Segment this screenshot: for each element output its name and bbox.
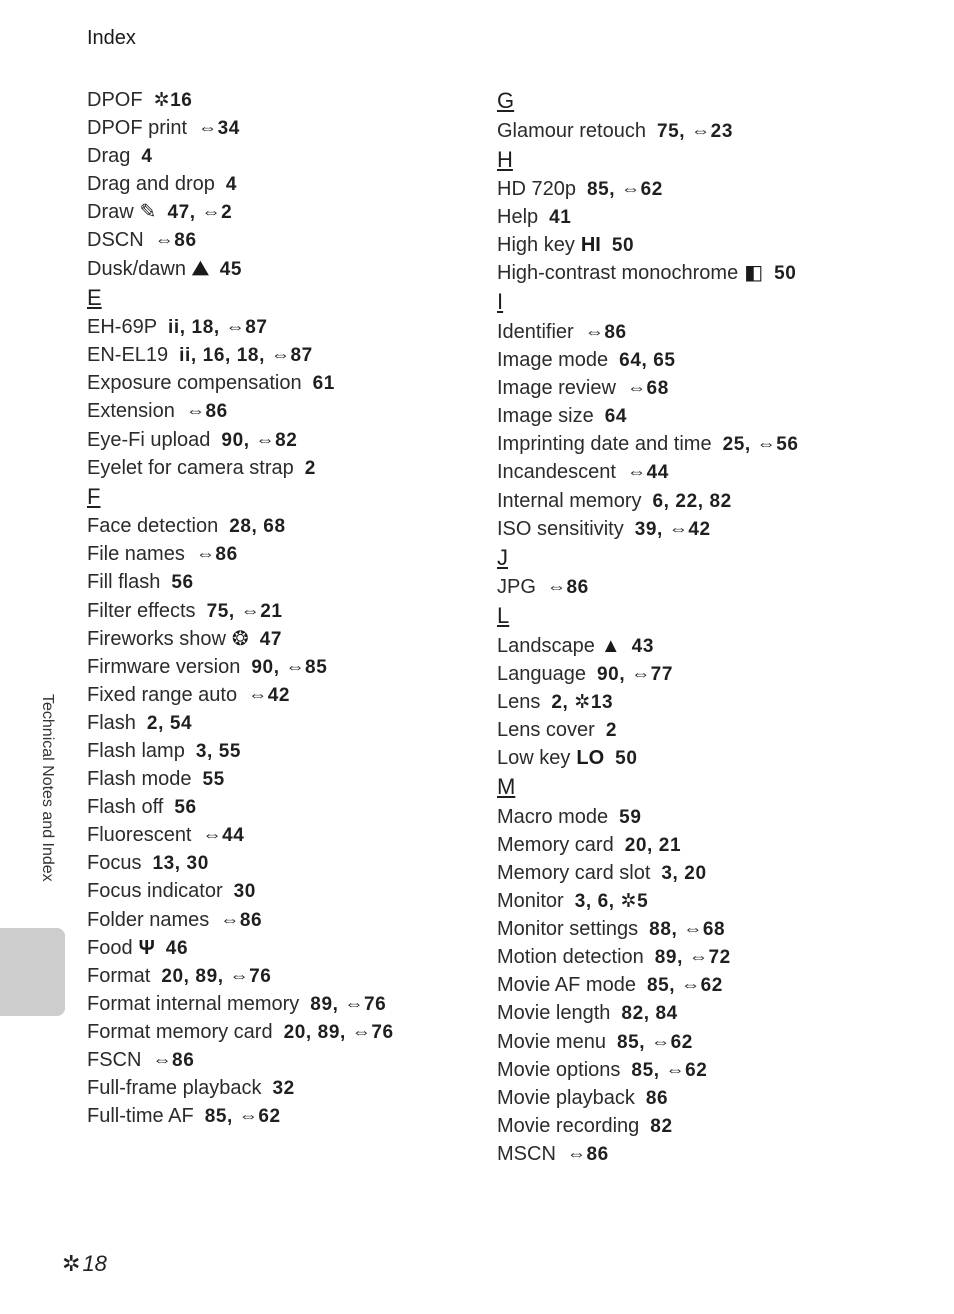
index-letter-heading: F — [87, 483, 101, 509]
index-entry[interactable] — [497, 831, 917, 859]
index-page-refs[interactable]: 85, ⇔62 — [616, 1031, 693, 1053]
index-page-refs[interactable]: ii, 16, 18, ⇔87 — [179, 345, 313, 367]
index-term: Format memory card — [87, 1020, 273, 1043]
index-term: Format — [87, 964, 151, 987]
index-entry[interactable] — [497, 231, 917, 259]
index-page-refs[interactable]: 2 — [304, 457, 316, 479]
index-page-refs[interactable]: 28, 68 — [229, 516, 286, 538]
index-page-refs[interactable]: ii, 18, ⇔87 — [168, 317, 268, 339]
index-entry[interactable] — [87, 962, 477, 990]
index-entry[interactable] — [497, 915, 917, 943]
index-term: Lens — [497, 691, 541, 713]
index-page-refs[interactable]: 13, 30 — [152, 853, 209, 875]
index-entry[interactable] — [497, 402, 917, 430]
index-page-refs[interactable]: 90, ⇔85 — [251, 656, 328, 678]
page-number-value: 18 — [82, 1251, 107, 1276]
index-entry[interactable] — [497, 1112, 917, 1140]
index-page-refs[interactable]: 56 — [171, 572, 194, 594]
index-term: Extension — [87, 400, 175, 423]
index-entry[interactable] — [87, 313, 477, 341]
index-term: Landscape — [497, 634, 595, 657]
index-term: Incandescent — [497, 461, 616, 484]
scene-mode-icon: Ψ — [138, 936, 155, 959]
index-term: Low key — [497, 747, 571, 770]
scene-mode-icon: ◧ — [744, 262, 764, 285]
scene-mode-icon: ✎ — [139, 201, 157, 224]
index-term: HD 720p — [497, 178, 576, 201]
index-term: Language — [497, 662, 586, 685]
index-page-refs[interactable]: 39, ⇔42 — [634, 518, 711, 540]
index-page-refs[interactable]: 32 — [272, 1078, 295, 1100]
index-entry[interactable] — [87, 1102, 477, 1130]
index-page-refs[interactable]: 20, 89, ⇔76 — [283, 1021, 394, 1043]
index-letter-heading: I — [497, 289, 504, 315]
index-entry[interactable] — [87, 1046, 477, 1074]
index-page-refs[interactable]: 20, 21 — [624, 834, 682, 856]
index-letter-heading: J — [497, 544, 508, 570]
index-page-refs[interactable]: 25, ⇔56 — [722, 434, 799, 456]
index-page-refs[interactable]: 2, 54 — [146, 712, 193, 734]
index-entry[interactable] — [497, 515, 917, 543]
index-page-refs[interactable]: 90, ⇔77 — [596, 663, 674, 685]
index-letter-heading: M — [497, 774, 516, 800]
index-page-refs[interactable]: 85, ⇔62 — [586, 179, 663, 201]
index-term: DPOF — [87, 89, 143, 111]
scene-mode-icon: LO — [576, 747, 605, 770]
index-term: Movie AF mode — [497, 974, 636, 997]
index-entry[interactable] — [497, 318, 917, 346]
index-entry[interactable] — [87, 114, 477, 142]
index-term: Flash lamp — [87, 739, 185, 762]
index-term: Lens cover — [497, 719, 595, 742]
index-page-refs[interactable]: ⇔34 — [198, 118, 240, 140]
index-entry[interactable] — [497, 1028, 917, 1056]
index-entry[interactable] — [87, 737, 477, 765]
index-page-refs[interactable]: ⇔68 — [626, 378, 669, 400]
index-page-refs[interactable]: 50 — [774, 263, 797, 285]
index-page-refs[interactable]: 46 — [165, 937, 189, 959]
index-term: JPG — [497, 576, 536, 599]
index-letter-heading: L — [497, 603, 510, 629]
index-entry[interactable] — [497, 259, 917, 287]
index-entry[interactable] — [87, 142, 477, 170]
index-entry[interactable] — [87, 512, 477, 540]
index-page-refs[interactable]: 20, 89, ⇔76 — [161, 965, 272, 987]
index-page-refs[interactable]: 85, ⇔62 — [631, 1059, 708, 1081]
index-entry[interactable] — [87, 934, 477, 962]
index-page-refs[interactable]: 55 — [202, 769, 225, 791]
index-term: Memory card — [497, 833, 614, 856]
index-term: Monitor settings — [497, 918, 639, 941]
index-term: Fixed range auto — [87, 683, 238, 706]
index-term: Focus indicator — [87, 880, 223, 903]
index-entry[interactable] — [497, 487, 917, 515]
index-page-refs[interactable]: ⇔86 — [584, 321, 627, 343]
index-page-refs[interactable]: 75, ⇔21 — [206, 600, 283, 622]
index-page-refs[interactable]: 43 — [631, 635, 655, 657]
index-entry[interactable] — [87, 877, 477, 905]
index-term: Fill flash — [87, 571, 161, 594]
index-term: FSCN — [87, 1049, 142, 1071]
index-entry[interactable] — [87, 255, 477, 283]
index-entry[interactable] — [87, 990, 477, 1018]
index-page-refs[interactable]: ⇔86 — [185, 401, 228, 423]
index-page-refs[interactable]: 47, ⇔2 — [167, 202, 233, 224]
index-page-refs[interactable]: 85, ⇔62 — [646, 975, 723, 997]
index-page-refs[interactable]: ⇔86 — [154, 230, 197, 252]
index-page-refs[interactable]: 50 — [611, 235, 635, 257]
index-term: Glamour retouch — [497, 119, 646, 142]
index-entry[interactable] — [497, 573, 917, 601]
index-entry[interactable] — [497, 632, 917, 660]
index-term: Internal memory — [497, 489, 642, 512]
index-entry[interactable] — [87, 397, 477, 425]
index-page-refs[interactable]: 64, 65 — [619, 350, 676, 372]
index-term: Image review — [497, 377, 616, 400]
section-thumb-tab[interactable] — [0, 928, 65, 1016]
index-term: Motion detection — [497, 946, 644, 969]
index-entry[interactable] — [497, 803, 917, 831]
index-page-refs[interactable]: 3, 55 — [195, 740, 242, 762]
index-term: Face detection — [87, 515, 219, 538]
index-term: Movie menu — [497, 1030, 606, 1053]
index-term: Movie options — [497, 1058, 621, 1081]
index-entry[interactable] — [87, 86, 477, 114]
page-number — [62, 1251, 107, 1277]
index-term: Flash mode — [87, 768, 192, 791]
index-entry[interactable] — [497, 859, 917, 887]
index-page-refs[interactable]: 3, 20 — [661, 862, 707, 884]
index-entry[interactable] — [87, 568, 477, 596]
index-entry[interactable] — [87, 540, 477, 568]
index-term: Full-time AF — [87, 1105, 194, 1128]
scene-mode-icon: ▲ — [600, 634, 621, 657]
index-entry[interactable] — [87, 341, 477, 369]
index-page-refs[interactable]: 86 — [645, 1087, 669, 1109]
index-page-refs[interactable]: 2 — [605, 720, 618, 742]
scene-mode-icon: ❂ — [231, 627, 249, 650]
index-term: Movie recording — [497, 1114, 640, 1137]
index-entry[interactable] — [87, 765, 477, 793]
index-term: Eye-Fi upload — [87, 428, 211, 451]
index-page-refs[interactable]: 2, ✲13 — [551, 692, 614, 713]
index-entry[interactable] — [87, 1074, 477, 1102]
index-page-refs[interactable]: ⇔44 — [626, 462, 669, 484]
index-entry[interactable] — [87, 625, 477, 653]
index-page-refs[interactable]: 82, 84 — [621, 1003, 678, 1025]
index-entry[interactable] — [87, 597, 477, 625]
index-page-refs[interactable]: 3, 6, ✲5 — [574, 891, 649, 913]
index-page-refs[interactable]: 4 — [141, 146, 153, 168]
index-term: Movie playback — [497, 1086, 635, 1109]
index-entry[interactable] — [87, 681, 477, 709]
index-letter-heading: E — [87, 284, 102, 310]
index-page-refs[interactable]: ⇔86 — [220, 909, 263, 931]
index-term: Monitor — [497, 890, 564, 913]
index-entry[interactable] — [87, 426, 477, 454]
index-entry[interactable] — [87, 906, 477, 934]
index-entry[interactable] — [87, 653, 477, 681]
index-entry[interactable] — [87, 1018, 477, 1046]
index-page-refs[interactable]: ⇔86 — [566, 1143, 609, 1165]
index-entry[interactable] — [497, 117, 917, 145]
index-letter-heading: H — [497, 146, 513, 172]
index-page-refs[interactable]: 88, ⇔68 — [649, 919, 726, 941]
running-header: Index — [87, 27, 136, 49]
index-entry[interactable] — [87, 226, 477, 254]
index-term: Memory card slot — [497, 861, 651, 884]
index-page-refs[interactable]: 90, ⇔82 — [221, 429, 298, 451]
index-term: Draw — [87, 201, 134, 224]
index-entry[interactable] — [497, 374, 917, 402]
index-term: Drag — [87, 145, 131, 168]
index-term: Fluorescent — [87, 824, 192, 847]
index-entry[interactable] — [497, 688, 917, 716]
index-page-refs[interactable]: 89, ⇔76 — [310, 993, 387, 1015]
index-page-refs[interactable]: ⇔86 — [195, 544, 238, 566]
index-term: DPOF print — [87, 117, 188, 140]
index-letter-heading: G — [497, 88, 515, 113]
index-entry[interactable] — [497, 430, 917, 458]
index-entry[interactable] — [87, 454, 477, 482]
index-term: MSCN — [497, 1142, 556, 1165]
index-entry[interactable] — [87, 849, 477, 877]
index-term: Eyelet for camera strap — [87, 456, 294, 479]
index-term: Flash — [87, 711, 136, 734]
index-page-refs[interactable]: 47 — [259, 628, 283, 650]
index-term: Fireworks show — [87, 627, 226, 650]
index-term: Help — [497, 206, 539, 229]
index-term: High-contrast monochrome — [497, 262, 739, 285]
index-entry[interactable] — [87, 170, 477, 198]
index-page-refs[interactable]: 85, ⇔62 — [204, 1106, 281, 1128]
index-page-refs[interactable]: ✲16 — [153, 90, 193, 111]
index-entry[interactable] — [497, 346, 917, 374]
index-term: File names — [87, 543, 185, 566]
index-entry[interactable] — [497, 943, 917, 971]
index-page-refs[interactable]: 50 — [615, 748, 638, 770]
index-page-refs[interactable]: ⇔86 — [546, 577, 589, 599]
index-term: EH-69P — [87, 316, 158, 339]
index-entry[interactable] — [497, 1140, 917, 1168]
index-term: Full-frame playback — [87, 1077, 262, 1100]
index-page-refs[interactable]: 61 — [312, 373, 335, 395]
index-term: EN-EL19 — [87, 344, 169, 367]
index-term: Imprinting date and time — [497, 433, 712, 456]
index-term: Focus — [87, 852, 142, 875]
index-entry[interactable] — [497, 716, 917, 744]
index-entry[interactable] — [87, 709, 477, 737]
index-term: Dusk/dawn — [87, 257, 186, 280]
index-entry[interactable] — [497, 203, 917, 231]
index-page-refs[interactable]: 41 — [549, 207, 572, 229]
index-column-left — [87, 86, 477, 1130]
index-entry[interactable] — [497, 660, 917, 688]
index-term: Food — [87, 936, 133, 959]
index-term: Firmware version — [87, 655, 241, 678]
index-term: Image mode — [497, 349, 609, 372]
index-entry[interactable] — [87, 793, 477, 821]
index-page-refs[interactable]: 6, 22, 82 — [652, 490, 732, 512]
index-entry[interactable] — [497, 999, 917, 1027]
index-term: Folder names — [87, 908, 210, 931]
index-page-refs[interactable]: 4 — [225, 174, 238, 196]
index-page-refs[interactable]: 82 — [650, 1115, 673, 1137]
index-entry[interactable] — [87, 369, 477, 397]
index-term: Movie length — [497, 1002, 611, 1025]
index-term: DSCN — [87, 229, 144, 252]
index-term: High key — [497, 234, 575, 257]
scene-mode-icon: HI — [580, 234, 601, 257]
index-term: Macro mode — [497, 805, 609, 828]
index-entry[interactable] — [497, 887, 917, 915]
index-page-refs[interactable]: ⇔44 — [202, 825, 245, 847]
index-entry[interactable] — [497, 744, 917, 772]
index-entry[interactable] — [497, 1056, 917, 1084]
index-column-right — [497, 86, 917, 1168]
index-entry[interactable] — [497, 1084, 917, 1112]
index-term: Identifier — [497, 320, 574, 343]
index-page-refs[interactable]: 56 — [174, 797, 197, 819]
index-page-refs[interactable]: 45 — [219, 258, 243, 280]
index-page-refs[interactable]: ⇔86 — [152, 1050, 195, 1071]
index-term: Image size — [497, 405, 594, 428]
index-term: Format internal memory — [87, 992, 300, 1015]
index-page-refs[interactable]: 30 — [233, 881, 256, 903]
index-page-refs[interactable]: 75, ⇔23 — [656, 120, 733, 142]
index-entry[interactable] — [87, 821, 477, 849]
index-term: Exposure compensation — [87, 372, 302, 395]
section-side-label: Technical Notes and Index — [39, 694, 56, 882]
index-entry[interactable] — [497, 458, 917, 486]
index-page-refs[interactable]: 59 — [619, 806, 642, 828]
index-page-refs[interactable]: 64 — [604, 406, 628, 428]
index-entry[interactable] — [497, 175, 917, 203]
index-entry[interactable] — [87, 198, 477, 226]
scene-mode-icon: ⛰ — [191, 257, 209, 280]
index-term: ISO sensitivity — [497, 517, 624, 540]
index-term: Flash off — [87, 796, 164, 819]
index-term: Filter effects — [87, 599, 196, 622]
reference-section-icon: ✲ — [62, 1251, 81, 1276]
index-term: Drag and drop — [87, 173, 215, 196]
index-page-refs[interactable]: ⇔42 — [248, 684, 291, 706]
index-entry[interactable] — [497, 971, 917, 999]
index-page-refs[interactable]: 89, ⇔72 — [654, 947, 731, 969]
